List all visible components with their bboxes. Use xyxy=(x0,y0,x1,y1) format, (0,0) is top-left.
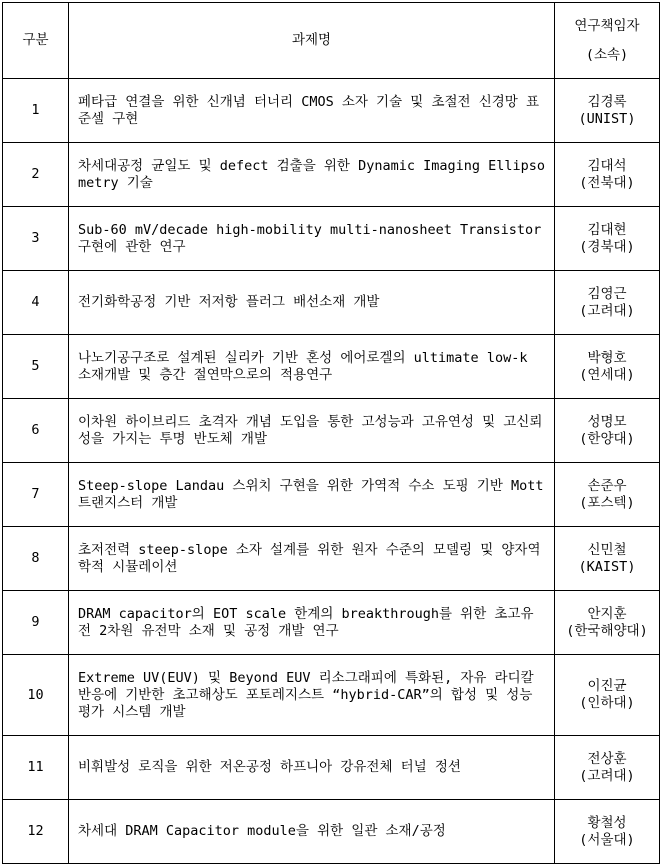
table-row xyxy=(3,79,660,143)
header-affiliation-label: (소속) xyxy=(585,46,629,63)
table-row xyxy=(3,335,660,399)
researcher-name: 전상훈 xyxy=(587,750,627,767)
researcher-name: 손준우 xyxy=(587,477,627,494)
principal-investigator-cell xyxy=(555,591,660,655)
row-number: 9 xyxy=(3,591,69,655)
project-title-cell: DRAM capacitor의 EOT scale 한계의 breakthrough를 위한 초고유전 2차원 유전막 소재 및 공정 개발 연구 xyxy=(69,591,555,655)
researcher-affiliation: (경북대) xyxy=(579,238,635,255)
project-table xyxy=(2,2,660,864)
project-title-cell: Extreme UV(EUV) 및 Beyond EUV 리소그래피에 특화된, 자유 라디칼 반응에 기반한 초고해상도 포토레지스트 “hybrid-CAR”의 합성 및 성능 평가 시스템 개발 xyxy=(69,655,555,736)
project-title-cell: 나노기공구조로 설계된 실리카 기반 혼성 에어로겔의 ultimate low-k 소재개발 및 층간 절연막으로의 적용연구 xyxy=(69,335,555,399)
principal-investigator-cell xyxy=(555,207,660,271)
researcher-name: 황철성 xyxy=(587,814,627,831)
principal-investigator-cell xyxy=(555,335,660,399)
principal-investigator-cell xyxy=(555,655,660,736)
row-number: 4 xyxy=(3,271,69,335)
project-title-cell: 전기화학공정 기반 저저항 플러그 배선소재 개발 xyxy=(69,271,555,335)
row-number: 3 xyxy=(3,207,69,271)
table-header-row xyxy=(3,3,660,79)
researcher-affiliation: (인하대) xyxy=(579,695,635,711)
row-number: 10 xyxy=(3,655,69,736)
table-row xyxy=(3,800,660,864)
researcher-name: 김영근 xyxy=(587,285,627,302)
principal-investigator-cell xyxy=(555,800,660,864)
table-row xyxy=(3,736,660,800)
researcher-name: 신민철 xyxy=(587,541,627,558)
project-list-document xyxy=(2,2,659,866)
table-row xyxy=(3,271,660,335)
table-body xyxy=(3,79,660,864)
researcher-affiliation: (연세대) xyxy=(579,366,635,383)
table-row xyxy=(3,527,660,591)
principal-investigator-cell xyxy=(555,143,660,207)
row-number: 7 xyxy=(3,463,69,527)
row-number: 5 xyxy=(3,335,69,399)
header-principal-investigator xyxy=(555,3,660,79)
table-row xyxy=(3,207,660,271)
researcher-affiliation: (포스텍) xyxy=(579,494,635,511)
project-title-cell: 차세대 DRAM Capacitor module을 위한 일관 소재/공정 xyxy=(69,800,555,864)
researcher-affiliation: (고려대) xyxy=(579,302,635,319)
table-row xyxy=(3,399,660,463)
principal-investigator-cell xyxy=(555,463,660,527)
row-number: 6 xyxy=(3,399,69,463)
project-title-cell: 페타급 연결을 위한 신개념 터너리 CMOS 소자 기술 및 초절전 신경망 표준셀 구현 xyxy=(69,79,555,143)
principal-investigator-cell xyxy=(555,399,660,463)
researcher-affiliation: (한국해양대) xyxy=(566,622,648,639)
table-row xyxy=(3,143,660,207)
researcher-affiliation: (서울대) xyxy=(579,831,635,848)
researcher-name: 성명모 xyxy=(587,413,627,430)
row-number: 12 xyxy=(3,800,69,864)
principal-investigator-cell xyxy=(555,736,660,800)
header-project-title: 과제명 xyxy=(69,3,555,79)
project-title-cell: 초저전력 steep-slope 소자 설계를 위한 원자 수준의 모델링 및 양자역학적 시뮬레이션 xyxy=(69,527,555,591)
row-number: 11 xyxy=(3,736,69,800)
table-row xyxy=(3,655,660,736)
row-number: 2 xyxy=(3,143,69,207)
researcher-name: 박형호 xyxy=(587,349,627,366)
row-number: 8 xyxy=(3,527,69,591)
project-title-cell: Sub-60 mV/decade high-mobility multi-nanosheet Transistor 구현에 관한 연구 xyxy=(69,207,555,271)
researcher-affiliation: (한양대) xyxy=(579,430,635,447)
row-number: 1 xyxy=(3,79,69,143)
researcher-affiliation: (고려대) xyxy=(579,767,635,784)
researcher-name: 이진균 xyxy=(587,678,627,694)
principal-investigator-cell xyxy=(555,527,660,591)
project-title-cell: 차세대공정 균일도 및 defect 검출을 위한 Dynamic Imaging Ellipsometry 기술 xyxy=(69,143,555,207)
researcher-name: 김경록 xyxy=(587,93,627,110)
principal-investigator-cell xyxy=(555,79,660,143)
researcher-affiliation: (UNIST) xyxy=(578,110,636,127)
principal-investigator-cell xyxy=(555,271,660,335)
researcher-name: 안지훈 xyxy=(587,605,627,622)
header-researcher-label: 연구책임자 xyxy=(574,17,640,34)
project-title-cell: 비휘발성 로직을 위한 저온공정 하프니아 강유전체 터널 정션 xyxy=(69,736,555,800)
researcher-affiliation: (KAIST) xyxy=(578,558,636,575)
researcher-name: 김대현 xyxy=(587,221,627,238)
project-title-cell: 이차원 하이브리드 초격자 개념 도입을 통한 고성능과 고유연성 및 고신뢰성을 가지는 투명 반도체 개발 xyxy=(69,399,555,463)
header-division: 구분 xyxy=(3,3,69,79)
project-title-cell: Steep-slope Landau 스위치 구현을 위한 가역적 수소 도핑 기반 Mott 트랜지스터 개발 xyxy=(69,463,555,527)
table-row xyxy=(3,591,660,655)
table-row xyxy=(3,463,660,527)
researcher-name: 김대석 xyxy=(587,157,627,174)
researcher-affiliation: (전북대) xyxy=(579,174,635,191)
